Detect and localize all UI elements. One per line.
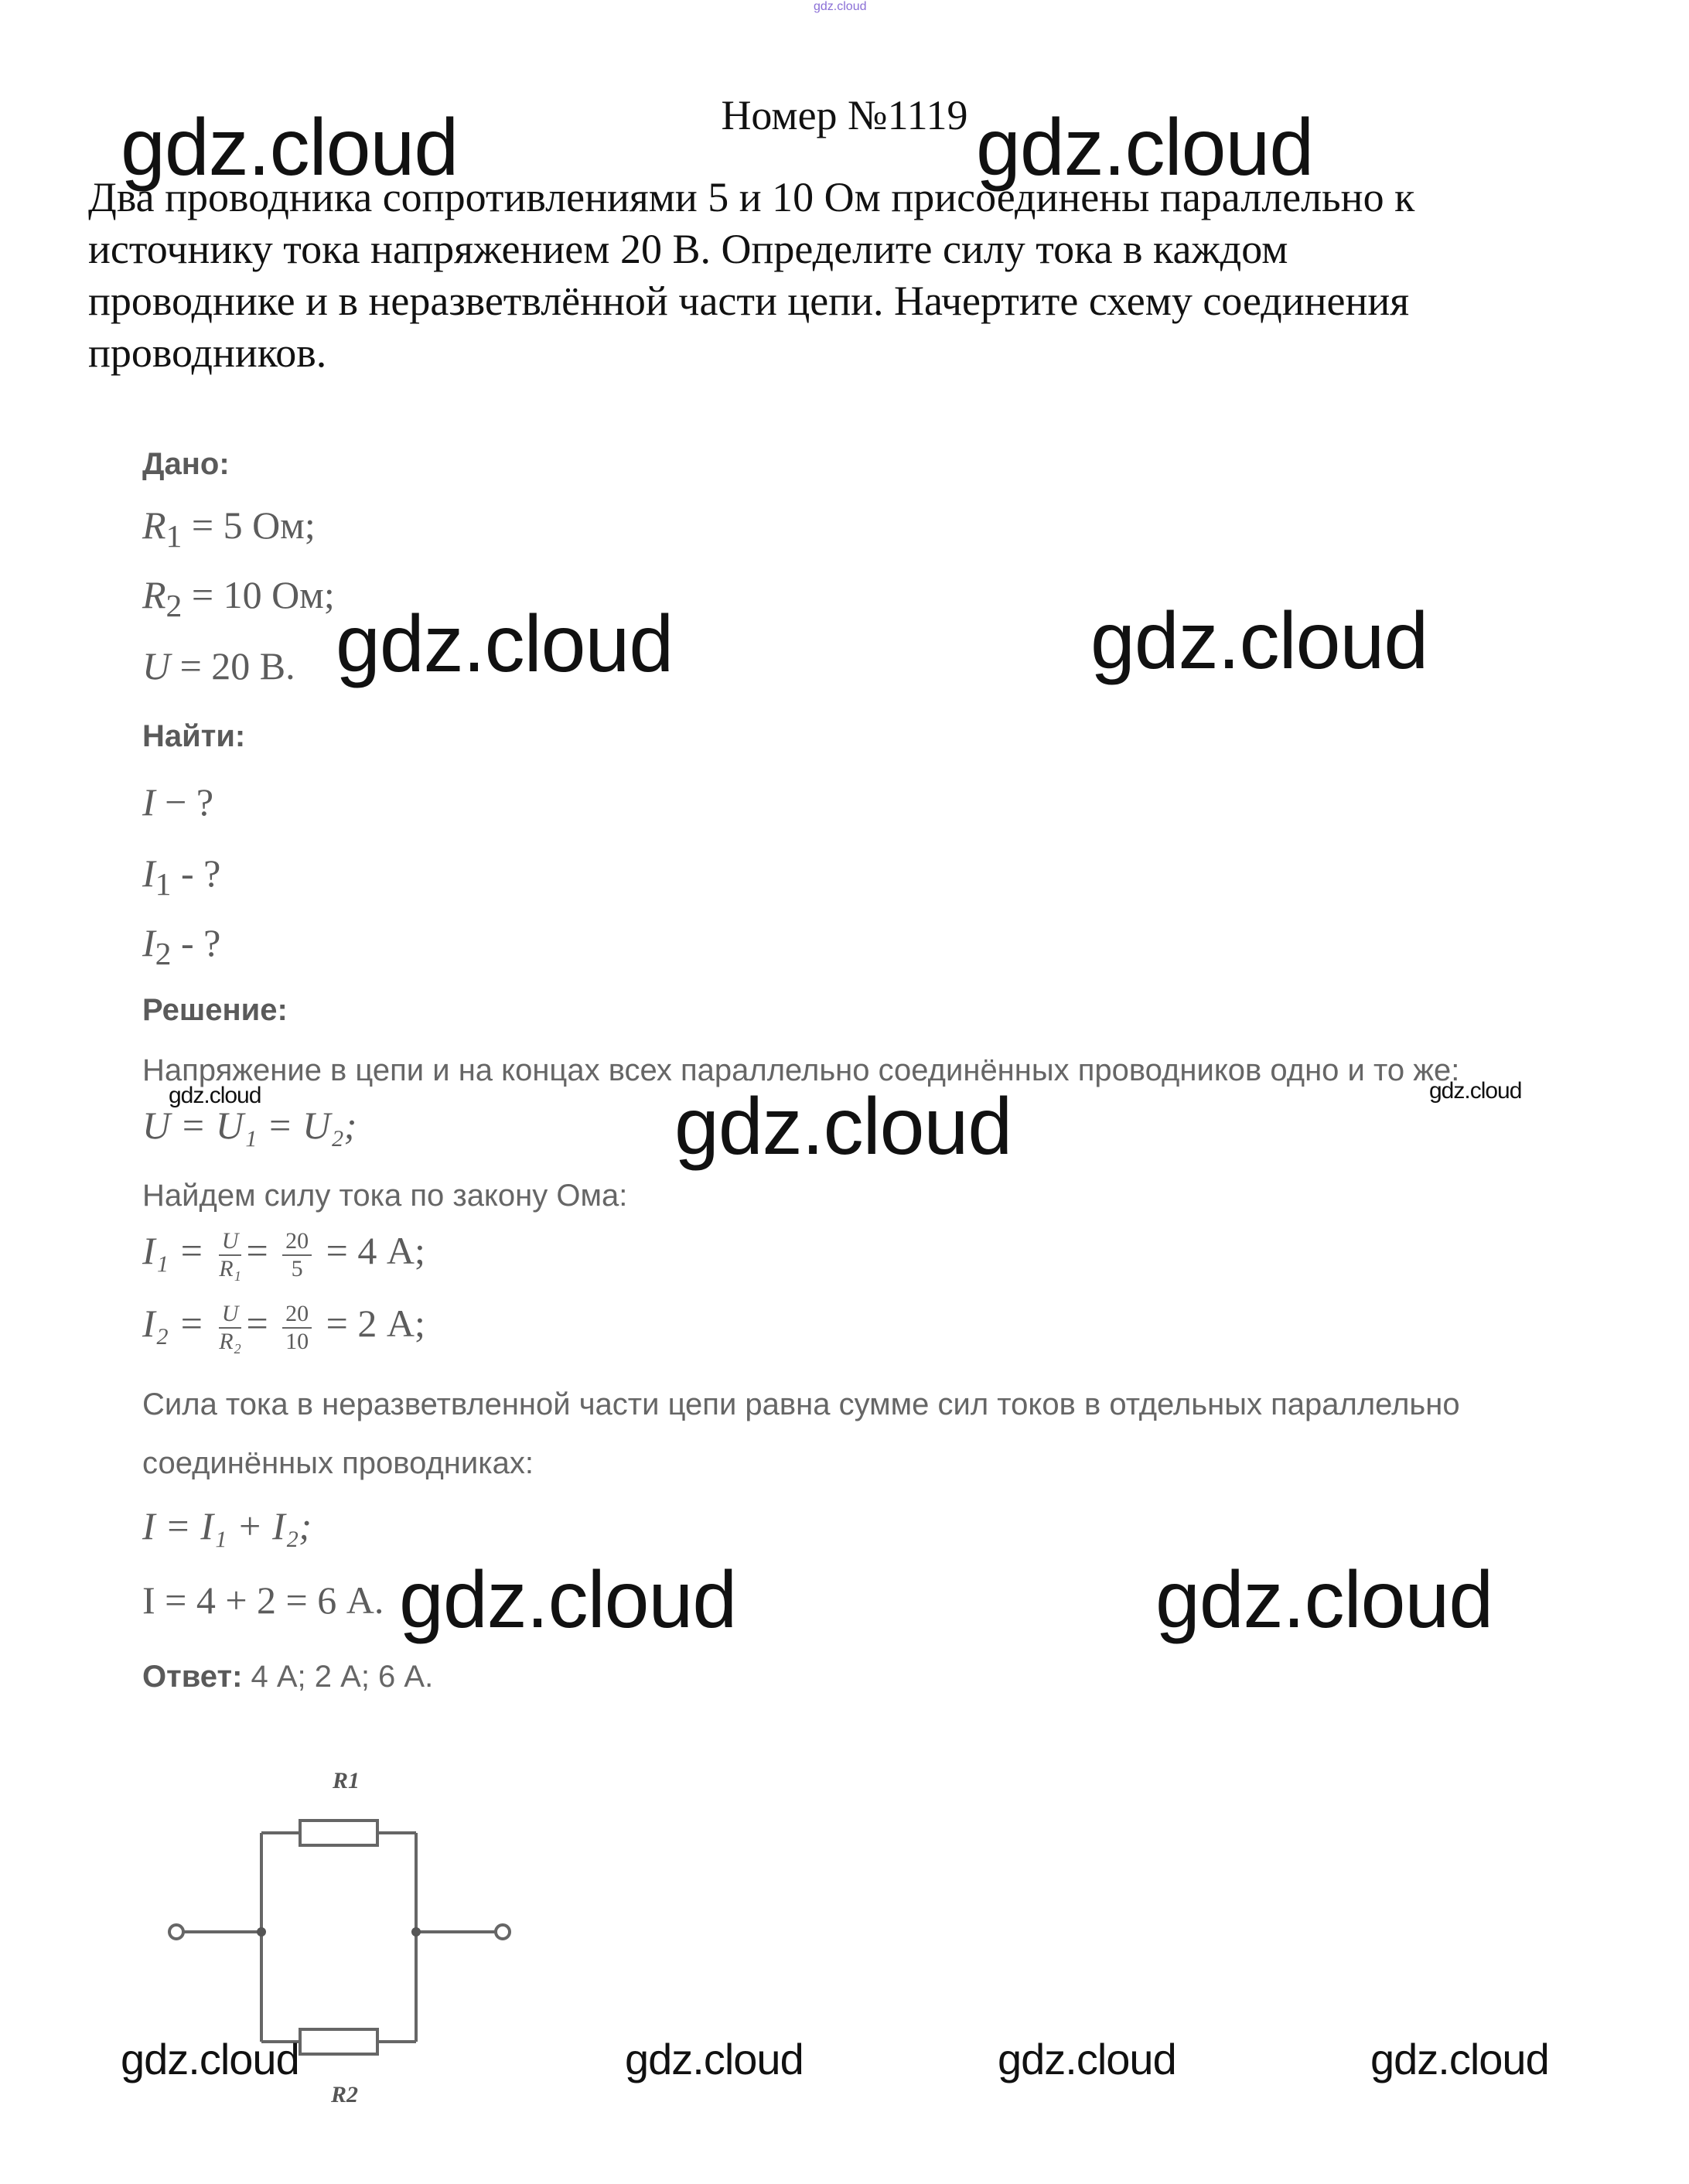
denominator: R₁	[219, 1255, 241, 1281]
value: = 10 Ом;	[182, 573, 335, 616]
watermark: gdz.cloud	[1090, 596, 1428, 686]
watermark: gdz.cloud	[336, 599, 674, 689]
denominator: 10	[285, 1328, 309, 1354]
header-watermark: gdz.cloud	[814, 0, 867, 13]
resistor-r1	[300, 1821, 377, 1845]
formula-result: = 4 А;	[326, 1229, 425, 1272]
subscript: 1	[165, 519, 183, 555]
find-i2	[142, 920, 220, 973]
problem-statement	[88, 172, 1619, 379]
watermark: gdz.cloud	[169, 1083, 261, 1108]
find-i	[142, 780, 213, 824]
right-node	[411, 1927, 421, 1937]
find-i1	[142, 851, 220, 903]
fraction-u-over-r1	[219, 1227, 242, 1281]
answer-line	[142, 1660, 433, 1694]
sum-value: I = 4 + 2 = 6 А.	[142, 1578, 384, 1622]
value: − ?	[155, 780, 214, 824]
given-r1	[142, 503, 316, 555]
formula-lhs: I₁ =	[142, 1229, 205, 1272]
denominator: R₂	[219, 1328, 241, 1354]
watermark: gdz.cloud	[1370, 2035, 1549, 2083]
watermark: gdz.cloud	[399, 1555, 737, 1645]
numerator: 20	[282, 1230, 312, 1256]
fraction-u-over-r2	[219, 1302, 242, 1353]
watermark: gdz.cloud	[998, 2035, 1176, 2083]
value: - ?	[171, 921, 221, 964]
sum-text-line-1: Сила тока в неразветвленной части цепи равна сумме сил токов в отдельных параллельно	[142, 1387, 1460, 1421]
sum-text-line-2: соединённых проводниках:	[142, 1446, 534, 1480]
formula-i1: I₁ = $\frac{U}{\text{R₁}}$ = $\frac{20}{5}$ = 4 А;	[142, 1227, 425, 1281]
numerator: U	[219, 1230, 242, 1256]
left-node	[257, 1927, 266, 1937]
answer-value: 4 А; 2 А; 6 А.	[242, 1660, 434, 1694]
watermark: gdz.cloud	[625, 2035, 804, 2083]
sum-formula: I = I₁ + I₂;	[142, 1504, 312, 1548]
fraction-values	[282, 1302, 312, 1353]
subscript: 1	[155, 867, 172, 903]
value: = 5 Ом;	[182, 503, 316, 547]
page-title: Номер №1119	[721, 92, 968, 138]
given-u	[142, 643, 295, 688]
given-label: Дано:	[142, 447, 230, 481]
symbol: U	[142, 644, 171, 688]
value: - ?	[171, 851, 221, 895]
numerator: 20	[282, 1302, 312, 1329]
formula-lhs: I₂ =	[142, 1302, 205, 1345]
watermark: gdz.cloud	[674, 1082, 1012, 1172]
symbol: R	[142, 503, 166, 547]
watermark: gdz.cloud	[976, 103, 1314, 193]
problem-line: проводнике и в неразветвлённой части цепи. Начертите схему соединения	[88, 278, 1410, 324]
symbol: I	[142, 921, 155, 964]
watermark: gdz.cloud	[121, 2035, 299, 2083]
numerator: U	[219, 1302, 242, 1329]
resistor-r2	[300, 2029, 377, 2054]
problem-line: проводников.	[88, 329, 327, 376]
denominator: 5	[291, 1255, 303, 1281]
voltage-formula: U = U₁ = U₂;	[142, 1104, 357, 1147]
value: = 20 В.	[170, 644, 295, 688]
watermark: gdz.cloud	[1155, 1555, 1493, 1645]
watermark: gdz.cloud	[1429, 1078, 1522, 1104]
ohm-law-text: Найдем силу тока по закону Ома:	[142, 1179, 628, 1213]
answer-label: Ответ:	[142, 1660, 243, 1694]
given-r2	[142, 572, 335, 625]
r1-label: R1	[333, 1768, 360, 1793]
symbol: I	[142, 780, 155, 824]
right-terminal	[496, 1925, 510, 1939]
watermark: gdz.cloud	[121, 103, 459, 193]
formula-result: = 2 А;	[326, 1302, 425, 1345]
fraction-values	[282, 1227, 312, 1281]
subscript: 2	[155, 937, 172, 972]
solution-label: Решение:	[142, 993, 288, 1027]
symbol: R	[142, 573, 166, 616]
subscript: 2	[165, 589, 183, 624]
problem-line: Два проводника сопротивлениями 5 и 10 Ом присоединены параллельно к	[88, 174, 1415, 220]
find-label: Найти:	[142, 719, 246, 753]
problem-line: источнику тока напряжением 20 В. Определите силу тока в каждом	[88, 226, 1288, 272]
r2-label: R2	[331, 2082, 359, 2107]
symbol: I	[142, 851, 155, 895]
formula-i2: I₂ = $\frac{U}{\text{R₂}}$ = $\frac{20}{10}$ = 2 А;	[142, 1300, 425, 1354]
voltage-text: Напряжение в цепи и на концах всех параллельно соединённых проводников одно и то же:	[142, 1053, 1460, 1087]
left-terminal	[169, 1925, 183, 1939]
